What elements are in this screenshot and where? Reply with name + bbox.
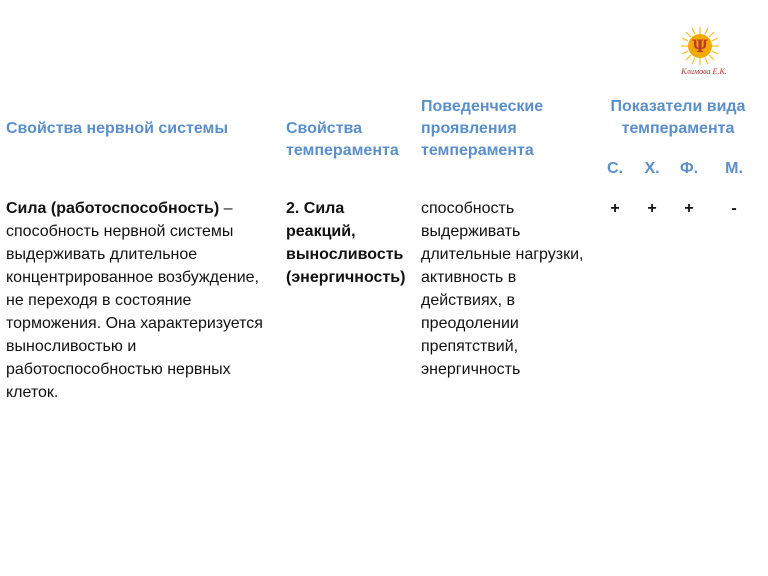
mark-phlegmatic: + bbox=[684, 200, 694, 217]
type-melancholic: М. bbox=[725, 160, 743, 177]
cell-nervous-property bbox=[6, 197, 278, 404]
header-behavior: Поведенческие проявления темперамента bbox=[421, 98, 544, 159]
property-title: Сила (работоспособность) bbox=[6, 200, 220, 217]
cell-temperament-property: 2. Сила реакций, выносливость (энергичность) bbox=[286, 200, 406, 286]
mark-melancholic: - bbox=[731, 200, 737, 217]
author-name: Климова Е.К. bbox=[681, 67, 727, 76]
type-sanguine: С. bbox=[607, 160, 623, 177]
mark-choleric: + bbox=[647, 200, 657, 217]
header-nervous-system: Свойства нервной системы bbox=[6, 120, 229, 137]
svg-text:Ψ: Ψ bbox=[692, 37, 708, 57]
psi-sun-logo-icon bbox=[678, 26, 722, 66]
header-indicators: Показатели вида темперамента bbox=[610, 98, 746, 137]
type-choleric: Х. bbox=[644, 160, 660, 177]
property-text: – способность нервной системы выдерживать длительное концентрированное возбуждение, не переходя в состояние торможения. Она характеризуется выносливостью и работоспособностью нервных клеток. bbox=[6, 200, 263, 401]
cell-behavior: способность выдерживать длительные нагрузки, активность в действиях, в преодолении препятствий, энергичность bbox=[421, 200, 584, 378]
type-phlegmatic: Ф. bbox=[679, 160, 699, 177]
mark-sanguine: + bbox=[610, 200, 620, 217]
header-temperament-properties: Свойства темперамента bbox=[286, 120, 399, 159]
